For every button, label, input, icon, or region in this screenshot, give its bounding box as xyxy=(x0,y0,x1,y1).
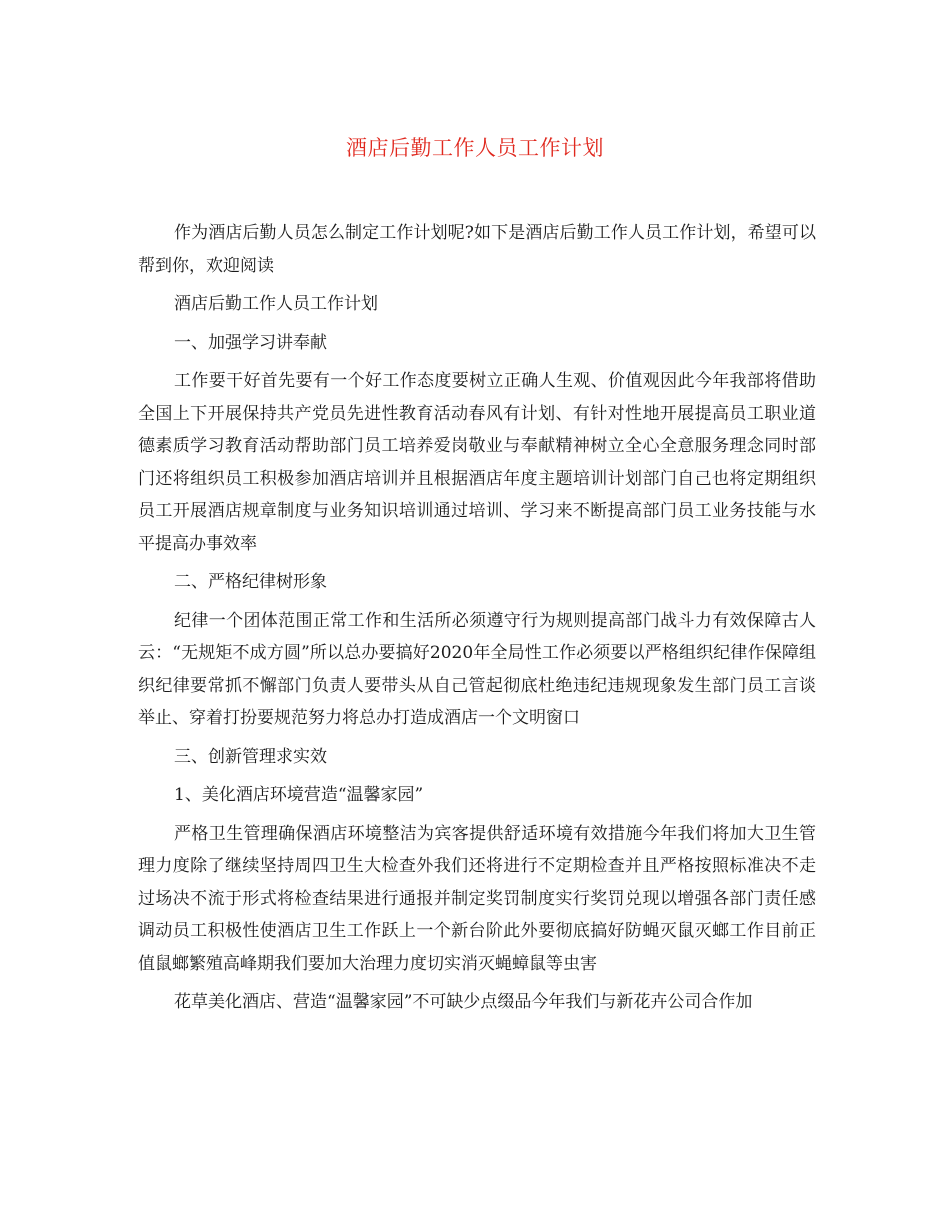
paragraph-flowers: 花草美化酒店、营造“温馨家园”不可缺少点缀品今年我们与新花卉公司合作加 xyxy=(174,992,753,1012)
document-body xyxy=(138,217,816,1025)
paragraph-intro: 作为酒店后勤人员怎么制定工作计划呢?如下是酒店后勤工作人员工作计划，希望可以帮到你，欢迎阅读 xyxy=(138,223,816,276)
subsection-heading-1: 1、美化酒店环境营造“温馨家园” xyxy=(174,785,424,805)
section-heading-3: 三、创新管理求实效 xyxy=(174,746,327,767)
paragraph-section-1: 工作要干好首先要有一个好工作态度要树立正确人生观、价值观因此今年我部将借助全国上下开展保持共产党员先进性教育活动春风有计划、有针对性地开展提高员工职业道德素质学习教育活动帮助部门员工培养爱岗敬业与奉献精神树立全心全意服务理念同时部门还将组织员工积极参加酒店培训并且根据酒店年度主题培训计划部门自己也将定期组织员工开展酒店规章制度与业务知识培训通过培训、学习来不断提高部门员工业务技能与水平提高办事效率 xyxy=(138,371,816,554)
paragraph-subsection-1: 严格卫生管理确保酒店环境整洁为宾客提供舒适环境有效措施今年我们将加大卫生管理力度除了继续坚持周四卫生大检查外我们还将进行不定期检查并且严格按照标准决不走过场决不流于形式将检查结果进行通报并制定奖罚制度实行奖罚兑现以增强各部门责任感调动员工积极性使酒店卫生工作跃上一个新台阶此外要彻底搞好防蝇灭鼠灭螂工作目前正值鼠螂繁殖高峰期我们要加大治理力度切实消灭蝇蟑鼠等虫害 xyxy=(138,823,816,974)
paragraph-section-2: 纪律一个团体范围正常工作和生活所必须遵守行为规则提高部门战斗力有效保障古人云：“无规矩不成方圆”所以总办要搞好2020年全局性工作必须要以严格组织纪律作保障组织纪律要常抓不懈部门负责人要带头从自己管起彻底杜绝违纪违规现象发生部门员工言谈举止、穿着打扮要规范努力将总办打造成酒店一个文明窗口 xyxy=(138,610,816,728)
paragraph-subtitle: 酒店后勤工作人员工作计划 xyxy=(174,294,378,314)
section-heading-1: 一、加强学习讲奉献 xyxy=(174,332,327,353)
document-title: 酒店后勤工作人员工作计划 xyxy=(346,136,604,160)
section-heading-2: 二、严格纪律树形象 xyxy=(174,572,327,592)
